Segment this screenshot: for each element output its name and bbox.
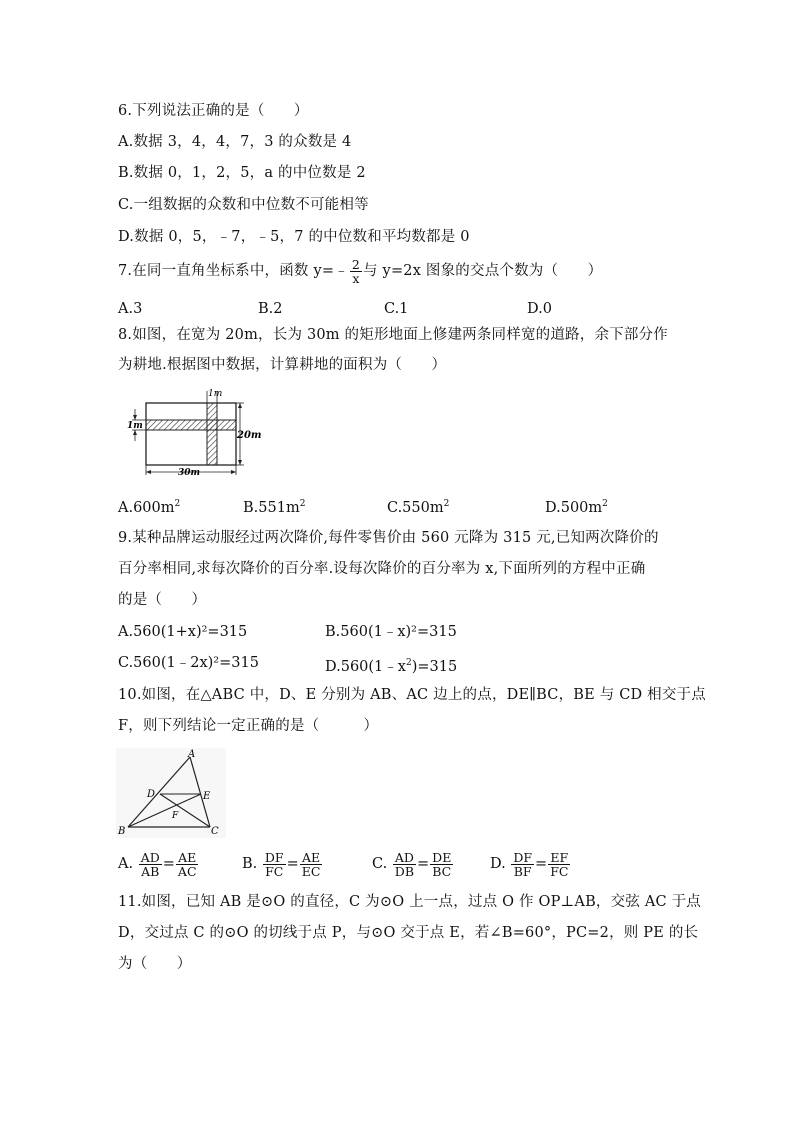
q8-option-c: $C.550m^2$ bbox=[387, 499, 450, 516]
horizontal-road bbox=[146, 420, 236, 430]
q10-option-d: D. $\frac{DF}{BF}$ = $\frac{EF}{FC}$ bbox=[490, 849, 569, 879]
q8-option-d: $D.500m^2$ bbox=[545, 499, 608, 516]
q8-field-diagram bbox=[118, 385, 268, 480]
q6-option-a: A.数据 3，4，4，7，3 的众数是 4 bbox=[118, 134, 352, 150]
q7-fraction bbox=[350, 258, 362, 285]
label-d: D bbox=[147, 789, 156, 800]
q9-option-c: C.560(1﹣2x)²=315 bbox=[118, 655, 259, 671]
q9-stem-line2: 百分率相同,求每次降价的百分率.设每次降价的百分率为 x,下面所列的方程中正确 bbox=[118, 561, 646, 577]
q6-option-b: B.数据 0，1，2，5，a 的中位数是 2 bbox=[118, 165, 366, 181]
q10-stem-line2: F，则下列结论一定正确的是（ ） bbox=[118, 718, 379, 734]
q9-stem-line1: 9.某种品牌运动服经过两次降价,每件零售价由 560 元降为 315 元,已知两次降价的 bbox=[118, 530, 659, 546]
q7-option-a: A.3 bbox=[118, 301, 143, 317]
fig-label-left: 1m bbox=[127, 421, 143, 431]
q6-stem: 6.下列说法正确的是（ ） bbox=[118, 103, 309, 119]
field-rectangle bbox=[146, 403, 236, 465]
q8-option-a: $A.600m^2$ bbox=[118, 499, 181, 516]
q8-stem-line1: 8.如图，在宽为 20m，长为 30m 的矩形地面上修建两条同样宽的道路，余下部分作 bbox=[118, 327, 668, 343]
q9-option-d: $D.560(1﹣x^2)=315$ bbox=[325, 658, 458, 675]
fig-label-right: 20m bbox=[237, 430, 262, 441]
label-f: F bbox=[172, 811, 179, 821]
fig-label-top: 1m bbox=[208, 389, 223, 399]
q8-stem-line2: 为耕地.根据图中数据，计算耕地的面积为（ ） bbox=[118, 357, 447, 373]
q7-stem-prefix: 7.在同一直角坐标系中，函数 y=﹣ bbox=[118, 263, 349, 279]
q11-stem-line3: 为（ ） bbox=[118, 956, 192, 972]
fig-label-bottom: 30m bbox=[178, 468, 201, 478]
q8-option-b: $B.551m^2$ bbox=[243, 499, 306, 516]
q7-frac-num: 2 bbox=[351, 256, 361, 272]
q6-option-d: D.数据 0，5，﹣7，﹣5，7 的中位数和平均数都是 0 bbox=[118, 229, 470, 245]
q11-stem-line2: D，交过点 C 的⊙O 的切线于点 P，与⊙O 交于点 E，若∠B=60°，PC=2，则 PE 的长 bbox=[118, 925, 699, 941]
q7-frac-den: x bbox=[352, 270, 360, 286]
q7-option-b: B.2 bbox=[258, 301, 283, 317]
q9-option-b: B.560(1﹣x)²=315 bbox=[325, 624, 457, 640]
q9-option-a: A.560(1+x)²=315 bbox=[118, 624, 248, 640]
q7-option-c: C.1 bbox=[384, 301, 409, 317]
q9-stem-line3: 的是（ ） bbox=[118, 592, 207, 608]
q10-option-b: B. $\frac{DF}{FC}$ = $\frac{AE}{EC}$ bbox=[242, 849, 321, 879]
q6-option-c: C.一组数据的众数和中位数不可能相等 bbox=[118, 197, 369, 213]
label-e: E bbox=[203, 791, 211, 802]
q10-triangle-diagram bbox=[116, 748, 226, 838]
q10-stem-line1: 10.如图，在△ABC 中，D、E 分别为 AB、AC 边上的点，DE∥BC，BE 与 CD 相交于点 bbox=[118, 687, 706, 703]
label-b: B bbox=[118, 826, 126, 837]
q7-stem bbox=[118, 256, 602, 286]
q7-stem-suffix: 与 y=2x 图象的交点个数为（ ） bbox=[363, 263, 603, 279]
q10-option-c: C. $\frac{AD}{DB}$ = $\frac{DE}{BC}$ bbox=[372, 849, 452, 879]
q11-stem-line1: 11.如图，已知 AB 是⊙O 的直径，C 为⊙O 上一点，过点 O 作 OP⊥AB，交弦 AC 于点 bbox=[118, 894, 702, 910]
vertical-road bbox=[207, 403, 217, 465]
q10-option-a: A. $\frac{AD}{AB}$ = $\frac{AE}{AC}$ bbox=[118, 849, 197, 879]
q7-option-d: D.0 bbox=[527, 301, 552, 317]
label-c: C bbox=[211, 826, 219, 837]
label-a: A bbox=[188, 749, 196, 760]
